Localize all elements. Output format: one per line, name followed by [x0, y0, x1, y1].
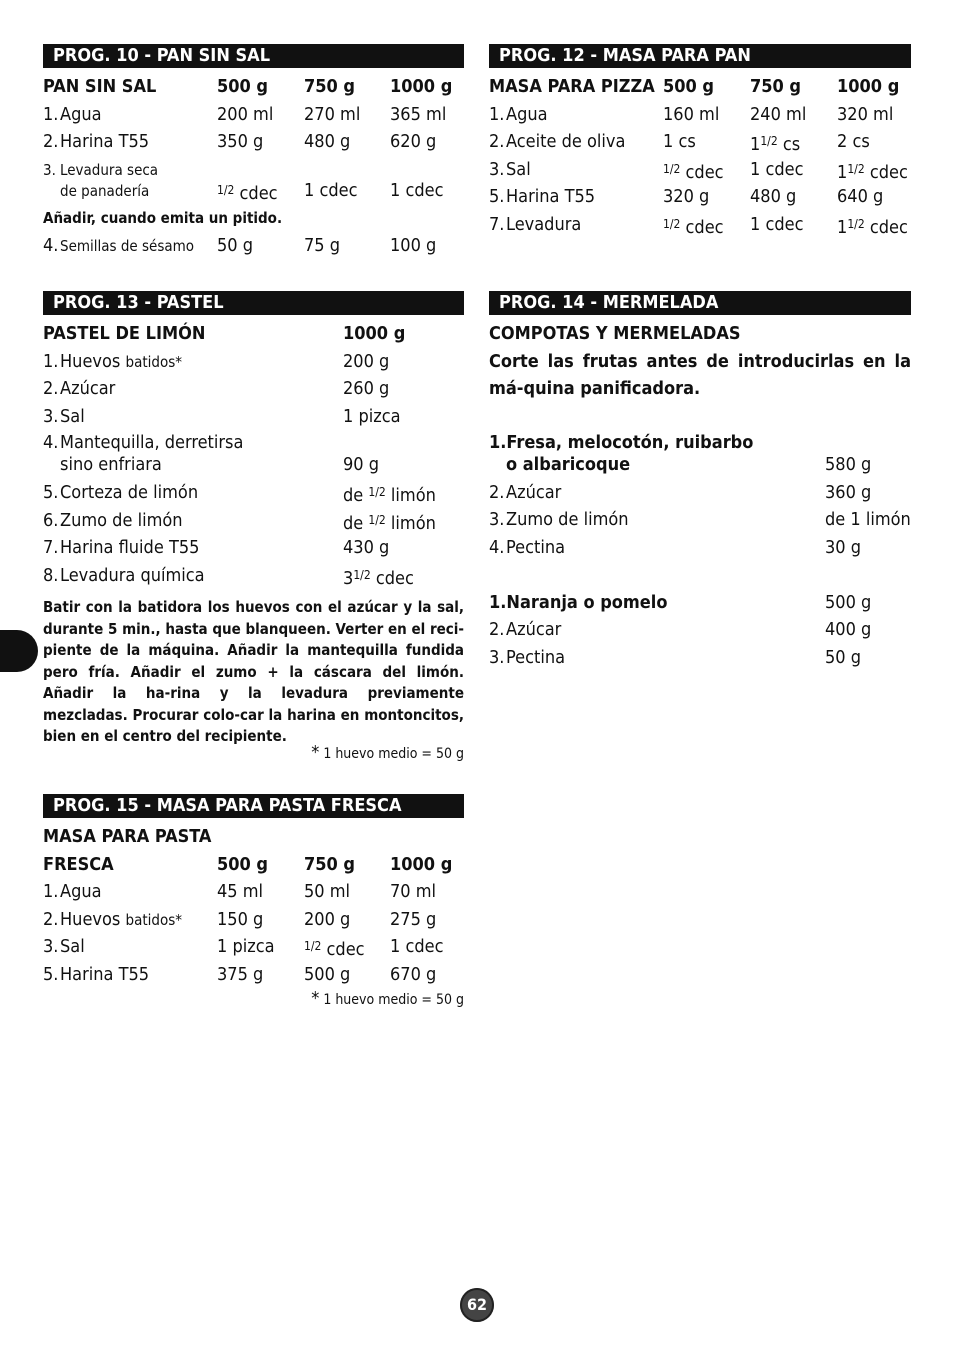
qty-1: $^{1/2}$ cdec	[663, 216, 724, 238]
row-number: 2.	[489, 481, 505, 503]
ingredient-note: batidos*	[125, 910, 182, 929]
ingredient-cell	[489, 183, 595, 211]
qty-3: $1^{1/2}$ cdec	[837, 161, 908, 183]
table-row	[43, 933, 464, 961]
row-number: 5.	[43, 482, 59, 503]
row-number: 2.	[489, 619, 505, 640]
footnote: * 1 huevo medio = 50 g	[311, 741, 464, 763]
qty-2: 50 ml	[304, 881, 351, 902]
row-number: 1.	[43, 881, 59, 902]
row-number: 8.	[43, 564, 59, 586]
table-row	[43, 961, 464, 989]
col-500: 500 g	[663, 76, 715, 97]
ingredient: Sal	[60, 936, 85, 957]
row-number: 7.	[43, 537, 59, 558]
ingredient-cell	[43, 933, 85, 961]
ingredient-cell	[43, 906, 182, 935]
qty-1: 360 g	[825, 481, 872, 503]
ingredient: Zumo de limón	[60, 509, 183, 531]
table-row	[489, 616, 911, 644]
qty-1: 45 ml	[217, 881, 264, 902]
table-row	[43, 562, 464, 590]
table-row	[43, 878, 464, 906]
footnote: * 1 huevo medio = 50 g	[311, 988, 464, 1009]
ingredient: Harina T55	[60, 131, 150, 152]
ingredient: Harina fluide T55	[60, 537, 200, 558]
table-row	[489, 211, 911, 239]
prog-14-subtitle: COMPOTAS Y MERMELADAS	[489, 323, 741, 344]
ingredient-note: batidos*	[125, 352, 182, 371]
row-number: 2.	[43, 378, 59, 399]
prog-15-section	[43, 794, 464, 1009]
col-label: MASA PARA PIZZA	[489, 76, 655, 97]
row-number: 1.	[489, 431, 507, 453]
row-number: 3.	[489, 158, 505, 180]
table-row	[489, 156, 911, 184]
col-750: 750 g	[304, 853, 356, 875]
qty-750: 270 ml	[304, 103, 361, 125]
qty: 500 g	[825, 591, 872, 613]
row-number: 2.	[43, 131, 59, 152]
page-number: 62	[460, 1288, 494, 1322]
prog-13-header-row	[43, 320, 464, 348]
qty-1: 150 g	[217, 908, 264, 930]
qty-3: 320 ml	[837, 103, 894, 125]
ingredient: Semillas de sésamo	[60, 237, 195, 255]
footnote-text: 1 huevo medio = 50 g	[323, 745, 464, 762]
qty-1: de $^{1/2}$ limón	[343, 485, 436, 506]
ingredient: Azúcar	[506, 619, 562, 640]
qty-1: 1 cs	[663, 131, 696, 152]
qty-1000: 90 g	[343, 454, 380, 475]
prog-14-instructions: Corte las frutas antes de introducirlas en la má-quina panificadora.	[489, 350, 911, 399]
table-row	[489, 128, 911, 156]
table-row	[43, 128, 464, 156]
qty-1000: 620 g	[390, 131, 437, 152]
table-row	[489, 479, 911, 507]
table-row	[43, 430, 464, 479]
ingredient-cell	[489, 616, 561, 644]
fruit: Naranja o pomelo	[506, 591, 668, 613]
prog-10-title: PROG. 10 - PAN SIN SAL	[43, 44, 464, 68]
table-row	[43, 101, 464, 129]
qty-1: de $^{1/2}$ limón	[343, 512, 436, 534]
table-row	[43, 156, 464, 205]
qty-3: 275 g	[390, 908, 437, 930]
table-row	[489, 644, 911, 672]
table-row	[43, 403, 464, 431]
prog-12-header-row	[489, 73, 911, 101]
qty-3: 1 cdec	[390, 936, 444, 957]
qty-1: 430 g	[343, 537, 390, 558]
ingredient: Corteza de limón	[60, 482, 199, 503]
ingredient: Huevos	[60, 908, 121, 930]
qty-3: 670 g	[390, 963, 437, 985]
col-500: 500 g	[217, 853, 269, 875]
table-row	[43, 348, 464, 376]
ingredient: Aceite de oliva	[506, 131, 626, 152]
ingredient: Harina T55	[506, 186, 596, 207]
table-row	[43, 906, 464, 934]
table-row	[489, 183, 911, 211]
ingredient: Pectina	[506, 536, 566, 558]
prog-15-header-line-1: MASA PARA PASTA	[43, 826, 212, 847]
qty-1: 400 g	[825, 619, 872, 640]
ingredient-cell	[43, 961, 149, 989]
table-row	[489, 506, 911, 534]
qty-500: 350 g	[217, 131, 264, 152]
qty-3: 2 cs	[837, 131, 870, 152]
ingredient-cell	[43, 534, 199, 562]
ingredient-line-1: Mantequilla, derretirsa	[60, 432, 244, 453]
table-row	[43, 534, 464, 562]
table-row	[43, 479, 464, 507]
ingredient-cell	[489, 644, 565, 672]
qty-2: 240 ml	[750, 103, 807, 125]
row-number: 1.	[489, 103, 505, 125]
qty-2: 200 g	[304, 908, 351, 930]
ingredient-cell	[489, 479, 561, 507]
qty-1: 160 ml	[663, 103, 720, 125]
ingredient: Pectina	[506, 646, 566, 668]
qty-2: 1 cdec	[750, 213, 804, 235]
ingredient-line-2: de panadería	[60, 181, 150, 200]
row-number: 6.	[43, 509, 59, 531]
qty-1000: 1 pizca	[343, 405, 401, 427]
prog-14-title: PROG. 14 - MERMELADA	[489, 291, 911, 315]
qty-500: 50 g	[217, 235, 254, 256]
row-number: 5.	[43, 963, 59, 985]
qty-1: 375 g	[217, 963, 264, 985]
prog-10-section	[43, 44, 464, 260]
prog-13-instructions: Batir con la batidora los huevos con el azúcar y la sal, durante 5 min., hasta que blanqueen. Verter en el reci-piente de la máquina. Añadir la mantequilla fundida pero fría. Añadir el zumo + la cáscara del limón. Añadir la ha-rina y la levadura previamente mezcladas. Procurar colo-car la harina en montoncitos, bien en el centro del recipiente.	[43, 598, 464, 745]
ingredient-line-1: Levadura seca	[60, 160, 159, 179]
ingredient-cell	[43, 562, 205, 590]
row-number: 4.	[43, 432, 59, 453]
footnote-text: 1 huevo medio = 50 g	[323, 992, 464, 1008]
qty-1: $3^{1/2}$ cdec	[343, 567, 414, 589]
row-number: 3.	[43, 405, 59, 427]
qty-3: 70 ml	[390, 881, 437, 902]
ingredient: Levadura química	[60, 564, 205, 586]
prog-13-title: PROG. 13 - PASTEL	[43, 291, 464, 315]
col-1000: 1000 g	[343, 323, 406, 344]
table-row	[489, 430, 911, 479]
prog-15-title: PROG. 15 - MASA PARA PASTA FRESCA	[43, 794, 464, 818]
row-number: 1.	[43, 350, 59, 372]
ingredient-cell	[489, 534, 565, 562]
qty-1000: 200 g	[343, 350, 390, 372]
qty-1000: 1 cdec	[390, 179, 444, 201]
prog-15-header-row	[43, 851, 464, 879]
prog-14-section	[489, 291, 911, 671]
qty-2: $1^{1/2}$ cs	[750, 134, 801, 155]
qty-1000: 365 ml	[390, 103, 447, 125]
ingredient: Azúcar	[60, 378, 116, 399]
table-row	[43, 507, 464, 535]
row-number: 2.	[43, 908, 59, 930]
row-number: 1.	[489, 591, 507, 613]
row-number: 7.	[489, 213, 505, 235]
ingredient: Harina T55	[60, 963, 150, 985]
col-label: PAN SIN SAL	[43, 76, 157, 97]
qty-750: 480 g	[304, 131, 351, 152]
row-number: 2.	[489, 131, 505, 152]
prog-12-section	[489, 44, 911, 238]
qty-2: $^{1/2}$ cdec	[304, 939, 365, 960]
ingredient-cell	[43, 878, 102, 906]
col-750: 750 g	[304, 76, 356, 97]
qty-3: $1^{1/2}$ cdec	[837, 216, 908, 238]
qty: 580 g	[825, 453, 872, 475]
ingredient-cell	[489, 211, 581, 239]
table-row	[489, 589, 911, 617]
ingredient: Agua	[60, 103, 102, 125]
qty-2: 1 cdec	[750, 158, 804, 180]
table-row	[43, 375, 464, 403]
ingredient: Levadura	[506, 213, 582, 235]
row-number: 3.	[43, 936, 59, 957]
qty-1000: 260 g	[343, 378, 390, 399]
qty-750: 75 g	[304, 235, 341, 256]
prog-10-header-row	[43, 73, 464, 101]
ingredient: Sal	[60, 405, 85, 427]
ingredient-line-2: sino enfriara	[60, 454, 162, 475]
qty-1: de 1 limón	[825, 509, 911, 530]
qty-500: cdec	[239, 182, 278, 204]
qty-2: 500 g	[304, 963, 351, 985]
fruit-line-2: o albaricoque	[506, 453, 631, 475]
col-label: FRESCA	[43, 853, 114, 875]
row-number: 3.	[43, 160, 56, 179]
qty-750: 1 cdec	[304, 179, 358, 201]
col-label: PASTEL DE LIMÓN	[43, 323, 206, 344]
qty-1: 30 g	[825, 536, 862, 558]
row-number: 1.	[43, 103, 59, 125]
ingredient-cell	[489, 101, 548, 129]
prog-12-title: PROG. 12 - MASA PARA PAN	[489, 44, 911, 68]
qty-3: 640 g	[837, 186, 884, 207]
row-number: 5.	[489, 186, 505, 207]
ingredient: Zumo de limón	[506, 509, 629, 530]
qty-1000: 100 g	[390, 235, 437, 256]
ingredient: Azúcar	[506, 481, 562, 503]
qty-500: 200 ml	[217, 103, 274, 125]
row-number: 4.	[43, 235, 59, 256]
ingredient-cell	[43, 479, 198, 507]
row-number: 3.	[489, 509, 505, 530]
col-500: 500 g	[217, 76, 269, 97]
ingredient-cell	[489, 156, 531, 184]
ingredient: Agua	[60, 881, 102, 902]
row-number: 3.	[489, 646, 505, 668]
beep-note: Añadir, cuando emita un pitido.	[43, 208, 283, 227]
col-750: 750 g	[750, 76, 802, 97]
fraction: 1/2	[217, 182, 235, 197]
table-row	[43, 232, 464, 260]
qty-1: 320 g	[663, 186, 710, 207]
qty-1: 1 pizca	[217, 936, 275, 957]
table-row	[489, 534, 911, 562]
page-edge-tab	[0, 630, 38, 672]
ingredient-cell	[489, 506, 629, 534]
ingredient-cell	[43, 507, 183, 535]
col-1000: 1000 g	[390, 853, 453, 875]
fruit-line-1: Fresa, melocotón, ruibarbo	[506, 431, 754, 453]
col-1000: 1000 g	[390, 76, 453, 97]
ingredient: Agua	[506, 103, 548, 125]
qty-2: 480 g	[750, 186, 797, 207]
table-row	[489, 101, 911, 129]
row-number: 4.	[489, 536, 505, 558]
col-1000: 1000 g	[837, 76, 900, 97]
ingredient: Sal	[506, 158, 531, 180]
ingredient-cell	[489, 128, 625, 156]
qty-1: $^{1/2}$ cdec	[663, 161, 724, 183]
prog-13-section	[43, 291, 464, 763]
ingredient: Huevos	[60, 350, 121, 372]
qty-1: 50 g	[825, 646, 862, 668]
